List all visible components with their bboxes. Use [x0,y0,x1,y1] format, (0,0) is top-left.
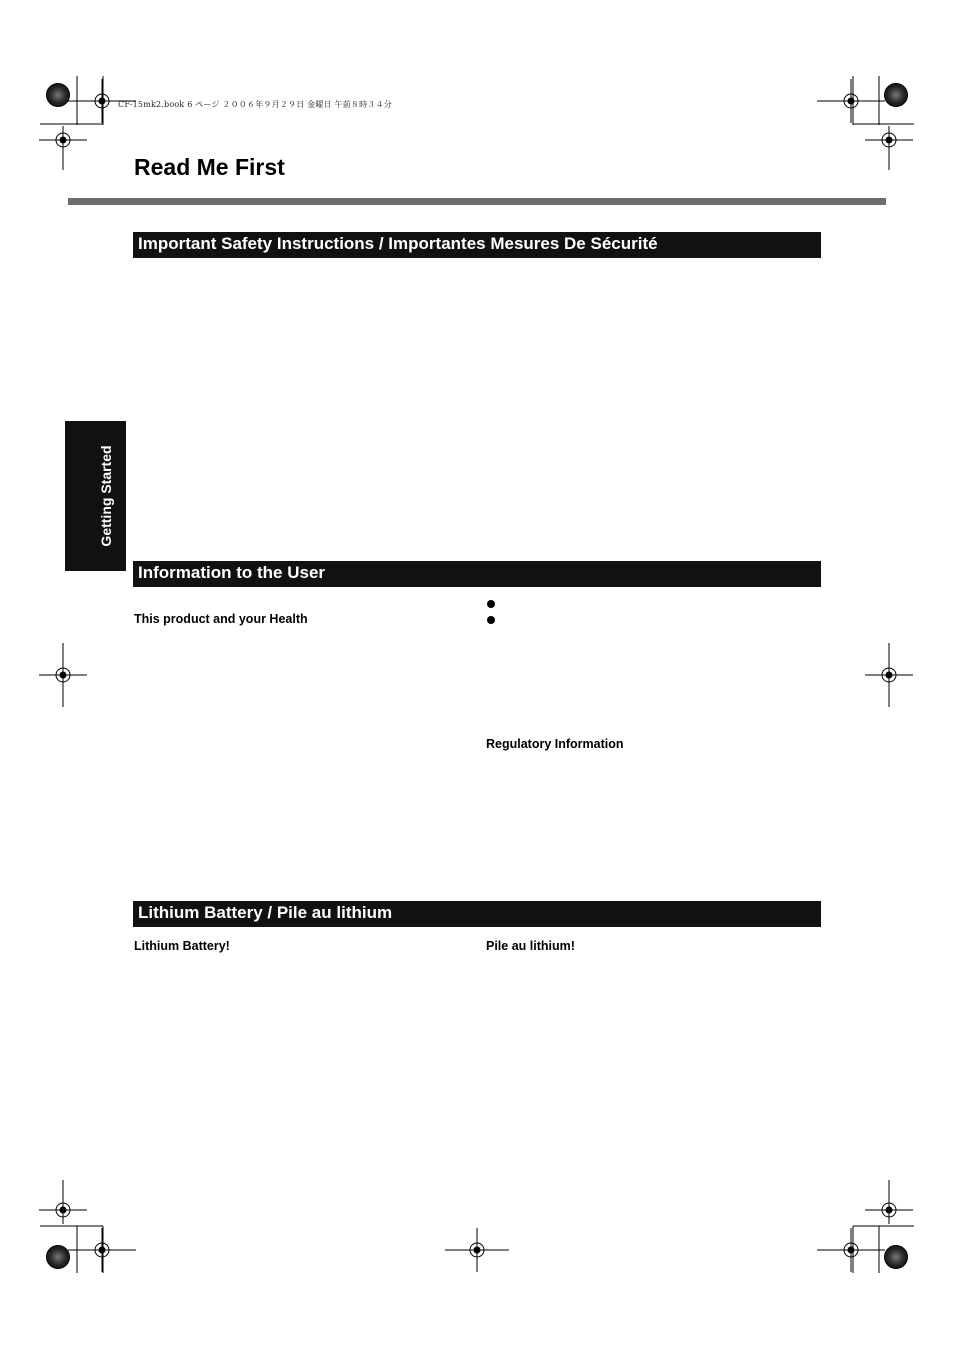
book-file-info: CF-15mk2.book 6 ページ ２００６年９月２９日 金曜日 午前８時３４分 [118,100,392,109]
section-bar-user-info: Information to the User [133,561,821,587]
radial-registration-icon [46,83,70,107]
page-title: Read Me First [134,154,285,180]
health-heading: This product and your Health [134,612,308,626]
side-tab-label: Getting Started [98,445,114,547]
radial-registration-icon [46,1245,70,1269]
radial-registration-icon [884,1245,908,1269]
radial-registration-icon [884,83,908,107]
regulatory-heading: Regulatory Information [486,737,624,751]
section-bar-lithium: Lithium Battery / Pile au lithium [133,901,821,927]
section-bar-safety: Important Safety Instructions / Importantes Mesures De Sécurité [133,232,821,258]
lithium-heading-fr: Pile au lithium! [486,939,575,953]
lithium-heading-en: Lithium Battery! [134,939,230,953]
crosshair-registration-icon [39,79,913,1272]
